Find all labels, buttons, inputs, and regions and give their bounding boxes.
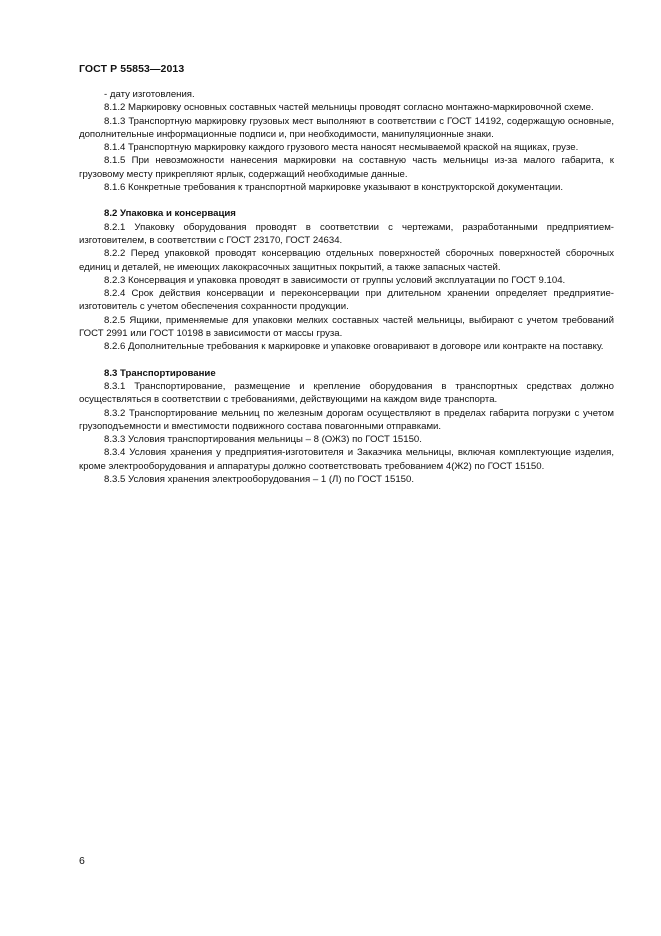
paragraph-8-1-4: 8.1.4 Транспортную маркировку каждого грузового места наносят несмываемой краской на ящиках, грузе. (104, 142, 579, 154)
page-number: 6 (79, 855, 85, 867)
paragraph-8-1-6: 8.1.6 Конкретные требования к транспортной маркировке указывают в конструкторской документации. (104, 182, 564, 194)
paragraph-8-1-1-tail: - дату изготовления. (104, 89, 195, 100)
paragraph-8-3-5: 8.3.5 Условия хранения электрооборудования – 1 (Л) по ГОСТ 15150. (104, 474, 415, 486)
standard-header: ГОСТ Р 55853—2013 (79, 63, 185, 75)
paragraph-8-1-3: 8.1.3 Транспортную маркировку грузовых мест выполняют в соответствии с ГОСТ 14192, содержащую основные, дополнительные информационные подписи и, при необходимости, манипуляционные знаки. (79, 115, 614, 140)
section-title-8-3: 8.3 Транспортирование (104, 367, 216, 379)
paragraph-8-2-1: 8.2.1 Упаковку оборудования проводят в соответствии с чертежами, разработанными предприятием-изготовителем, в соответствии с ГОСТ 23170, ГОСТ 24634. (79, 221, 614, 246)
paragraph-8-3-2: 8.3.2 Транспортирование мельниц по железным дорогам осуществляют в пределах габарита погрузки с учетом грузоподъемности и вместимости подвижного состава повагонными отправками. (79, 407, 614, 432)
paragraph-8-2-2: 8.2.2 Перед упаковкой проводят консервацию отдельных поверхностей сборочных поверхностей сборочных единиц и деталей, не имеющих лакокрасочных защитных покрытий, а также запасных частей. (79, 248, 614, 273)
paragraph-8-2-5: 8.2.5 Ящики, применяемые для упаковки мелких составных частей мельницы, выбирают с учетом требований ГОСТ 2991 или ГОСТ 10198 в зависимости от массы груза. (79, 314, 614, 340)
paragraph-8-3-4: 8.3.4 Условия хранения у предприятия-изготовителя и Заказчика мельницы, включая комплектующие изделия, кроме электрооборудования и аппаратуры должно соответствовать требованием 4(Ж2) по ГОСТ 15150. (79, 447, 614, 472)
paragraph-8-2-3: 8.2.3 Консервация и упаковка проводят в зависимости от группы условий эксплуатации по ГОСТ 9.104. (104, 274, 566, 286)
paragraph-8-1-5: 8.1.5 При невозможности нанесения маркировки на составную часть мельницы из-за малого габарита, к грузовому месту прикрепляют ярлык, содержащий необходимые данные. (79, 155, 614, 180)
document-body (79, 88, 614, 486)
paragraph-8-3-3: 8.3.3 Условия транспортирования мельницы – 8 (ОЖ3) по ГОСТ 15150. (104, 434, 422, 446)
paragraph-8-1-2: 8.1.2 Маркировку основных составных частей мельницы проводят согласно монтажно-маркировочной схеме. (104, 102, 594, 114)
section-title-8-2: 8.2 Упаковка и консервация (104, 208, 236, 220)
paragraph-8-2-6: 8.2.6 Дополнительные требования к маркировке и упаковке оговаривают в договоре или контракте на поставку. (104, 341, 604, 353)
paragraph-8-3-1: 8.3.1 Транспортирование, размещение и крепление оборудования в транспортных средствах должно осуществляться в соответствии с требованиями, действующими на каждом виде транспорта. (79, 380, 614, 406)
paragraph-8-2-4: 8.2.4 Срок действия консервации и переконсервации при длительном хранении определяет предприятие-изготовитель с учетом обеспечения сохранности продукции. (79, 288, 614, 313)
